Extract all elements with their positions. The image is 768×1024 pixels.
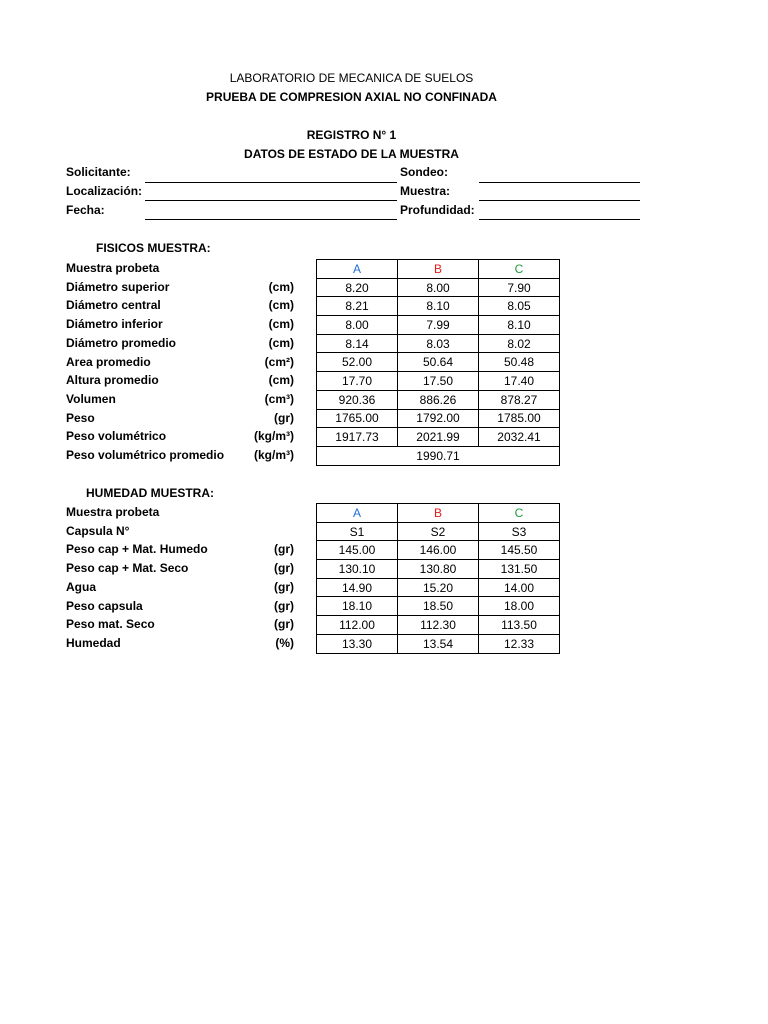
fisicos-row-unit: (kg/m³) [254,429,294,444]
fisicos-table [316,259,560,466]
table-cell: 18.00 [479,597,560,616]
table-cell: 1917.73 [317,428,398,447]
table-cell: 8.21 [317,297,398,316]
table-cell: 112.30 [398,616,479,635]
solicitante-label: Solicitante: [66,165,131,179]
table-row [317,504,560,523]
table-cell: 8.05 [479,297,560,316]
localizacion-field[interactable] [145,200,397,201]
table-row [317,560,560,579]
humedad-row-label: Humedad [66,635,121,650]
table-cell: 878.27 [479,390,560,409]
solicitante-field[interactable] [145,182,397,183]
table-cell: 886.26 [398,390,479,409]
humedad-row-unit: (gr) [274,561,294,576]
table-row [317,372,560,391]
humedad-table [316,503,560,654]
table-cell: 8.03 [398,334,479,353]
table-cell: 131.50 [479,560,560,579]
table-cell: S3 [479,522,560,541]
fecha-field[interactable] [145,219,397,220]
table-cell: 113.50 [479,616,560,635]
table-cell: 7.90 [479,278,560,297]
table-cell: 145.50 [479,541,560,560]
table-cell: 52.00 [317,353,398,372]
table-cell: 8.20 [317,278,398,297]
table-row [317,353,560,372]
table-cell: B [398,260,479,279]
table-cell: 13.30 [317,634,398,653]
humedad-row-label: Peso cap + Mat. Seco [66,561,189,576]
table-cell: 112.00 [317,616,398,635]
fisicos-row-unit: (cm²) [264,354,294,369]
fisicos-row-label: Diámetro central [66,298,161,313]
table-row [317,409,560,428]
table-cell: 50.64 [398,353,479,372]
table-cell: 1792.00 [398,409,479,428]
table-row [317,634,560,653]
fisicos-row-unit: (gr) [274,410,294,425]
profundidad-label: Profundidad: [400,203,475,217]
table-cell: A [317,260,398,279]
table-cell: 2021.99 [398,428,479,447]
table-cell: 18.10 [317,597,398,616]
table-cell: 8.10 [398,297,479,316]
fisicos-row-unit: (cm) [268,279,294,294]
lab-title: LABORATORIO DE MECANICA DE SUELOS [229,71,474,85]
table-cell: 8.00 [398,278,479,297]
table-row [317,278,560,297]
table-cell: 50.48 [479,353,560,372]
table-cell: 14.90 [317,578,398,597]
table-row [317,616,560,635]
table-cell: 146.00 [398,541,479,560]
table-cell: 1765.00 [317,409,398,428]
table-row [317,260,560,279]
table-row [317,428,560,447]
table-cell: 7.99 [398,316,479,335]
table-cell: 13.54 [398,634,479,653]
table-cell: 1785.00 [479,409,560,428]
humedad-row-label: Peso mat. Seco [66,617,155,632]
fisicos-row-label: Muestra probeta [66,261,160,275]
fisicos-row-label: Diámetro superior [66,279,170,294]
humedad-row-label: Capsula N° [66,523,130,538]
table-cell: 15.20 [398,578,479,597]
table-cell: 130.10 [317,560,398,579]
profundidad-field[interactable] [479,219,640,220]
muestra-field[interactable] [479,200,640,201]
table-row [317,316,560,335]
table-cell: 2032.41 [479,428,560,447]
sondeo-label: Sondeo: [400,165,448,179]
table-row [317,541,560,560]
table-cell: A [317,504,398,523]
humedad-row-unit: (gr) [274,579,294,594]
fisicos-row-unit: (cm) [268,298,294,313]
fisicos-row-unit: (cm) [268,335,294,350]
humedad-row-unit: (gr) [274,542,294,557]
fisicos-row-label: Peso [66,410,95,425]
table-cell: C [479,504,560,523]
humedad-row-label: Agua [66,579,96,594]
table-cell: S2 [398,522,479,541]
muestra-label: Muestra: [400,184,451,198]
table-cell: B [398,504,479,523]
fisicos-row-label: Diámetro promedio [66,335,177,350]
fisicos-row-label: Peso volumétrico [66,429,167,444]
table-row [317,522,560,541]
sondeo-field[interactable] [479,182,640,183]
table-cell: 8.14 [317,334,398,353]
datos-title: DATOS DE ESTADO DE LA MUESTRA [244,147,459,161]
table-cell: 14.00 [479,578,560,597]
table-cell: 8.10 [479,316,560,335]
humedad-row-label: Peso cap + Mat. Humedo [66,542,208,557]
fisicos-title: FISICOS MUESTRA: [96,241,211,255]
fisicos-row-unit: (cm) [268,317,294,332]
fisicos-row-unit: (cm) [268,373,294,388]
table-row [317,597,560,616]
humedad-row-unit: (%) [275,635,294,650]
test-title: PRUEBA DE COMPRESION AXIAL NO CONFINADA [206,90,497,104]
table-cell: 8.00 [317,316,398,335]
table-cell: 130.80 [398,560,479,579]
humedad-row-label: Muestra probeta [66,505,160,519]
table-cell: 18.50 [398,597,479,616]
fisicos-row-label: Diámetro inferior [66,317,163,332]
table-cell: C [479,260,560,279]
table-row [317,446,560,465]
table-row [317,390,560,409]
fisicos-row-label: Altura promedio [66,373,159,388]
table-cell: 8.02 [479,334,560,353]
humedad-row-label: Peso capsula [66,598,143,613]
fisicos-row-unit: (cm³) [264,391,294,406]
table-row [317,297,560,316]
humedad-title: HUMEDAD MUESTRA: [86,486,214,500]
registro-title: REGISTRO N° 1 [306,128,397,142]
fecha-label: Fecha: [66,203,105,217]
fisicos-row-label: Area promedio [66,354,151,369]
promedio-value: 1990.71 [317,446,560,465]
humedad-row-unit: (gr) [274,617,294,632]
promedio-unit: (kg/m³) [254,448,294,462]
table-cell: S1 [317,522,398,541]
table-cell: 17.40 [479,372,560,391]
table-cell: 12.33 [479,634,560,653]
table-cell: 17.70 [317,372,398,391]
table-cell: 920.36 [317,390,398,409]
table-cell: 17.50 [398,372,479,391]
promedio-label: Peso volumétrico promedio [66,448,225,462]
table-cell: 145.00 [317,541,398,560]
localizacion-label: Localización: [66,184,143,198]
table-row [317,334,560,353]
fisicos-row-label: Volumen [66,391,116,406]
humedad-row-unit: (gr) [274,598,294,613]
table-row [317,578,560,597]
